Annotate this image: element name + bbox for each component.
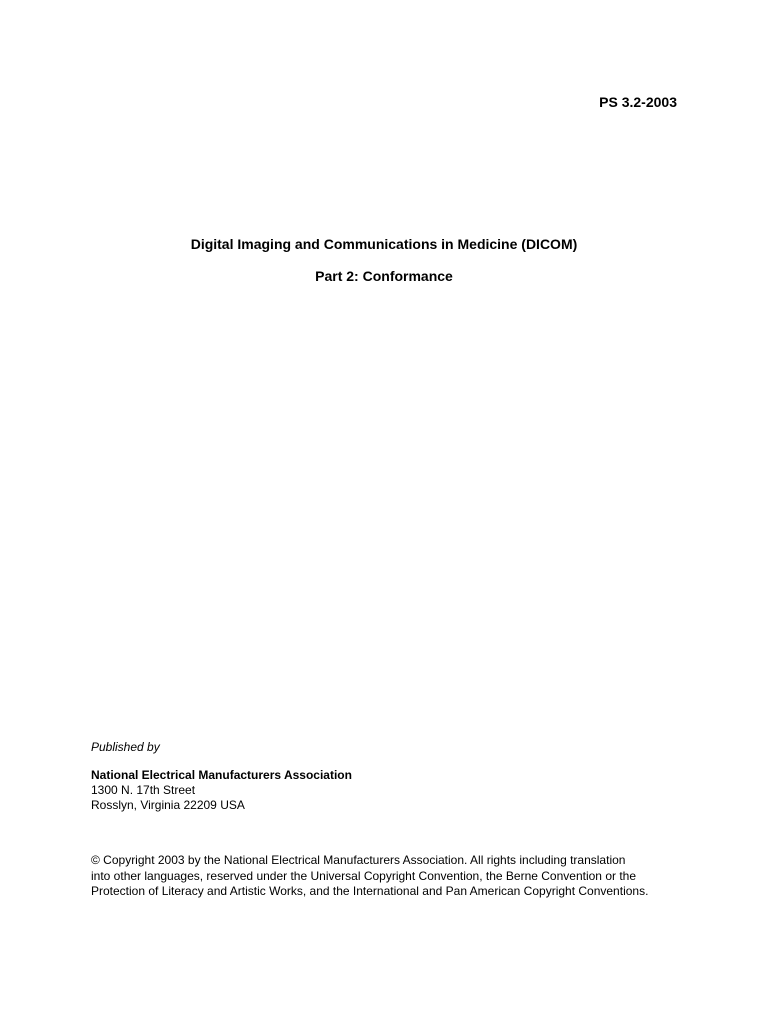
- published-by-label: Published by: [91, 740, 160, 754]
- copyright-line: © Copyright 2003 by the National Electrical Manufacturers Association. All rights including translation: [91, 853, 626, 867]
- document-subtitle: Part 2: Conformance: [315, 268, 453, 284]
- publisher-block: [91, 740, 691, 813]
- copyright-line: into other languages, reserved under the Universal Copyright Convention, the Berne Convention or the: [91, 868, 636, 883]
- publisher-organization: National Electrical Manufacturers Association: [91, 768, 352, 782]
- copyright-line: Protection of Literacy and Artistic Works, and the International and Pan American Copyright Conventions.: [91, 884, 649, 898]
- publisher-address-line1: 1300 N. 17th Street: [91, 783, 196, 797]
- title-block: [0, 236, 768, 284]
- copyright-notice: [91, 853, 691, 900]
- document-number: PS 3.2-2003: [599, 94, 677, 110]
- publisher-address-line2: Rosslyn, Virginia 22209 USA: [91, 798, 245, 812]
- document-title: Digital Imaging and Communications in Medicine (DICOM): [190, 236, 578, 252]
